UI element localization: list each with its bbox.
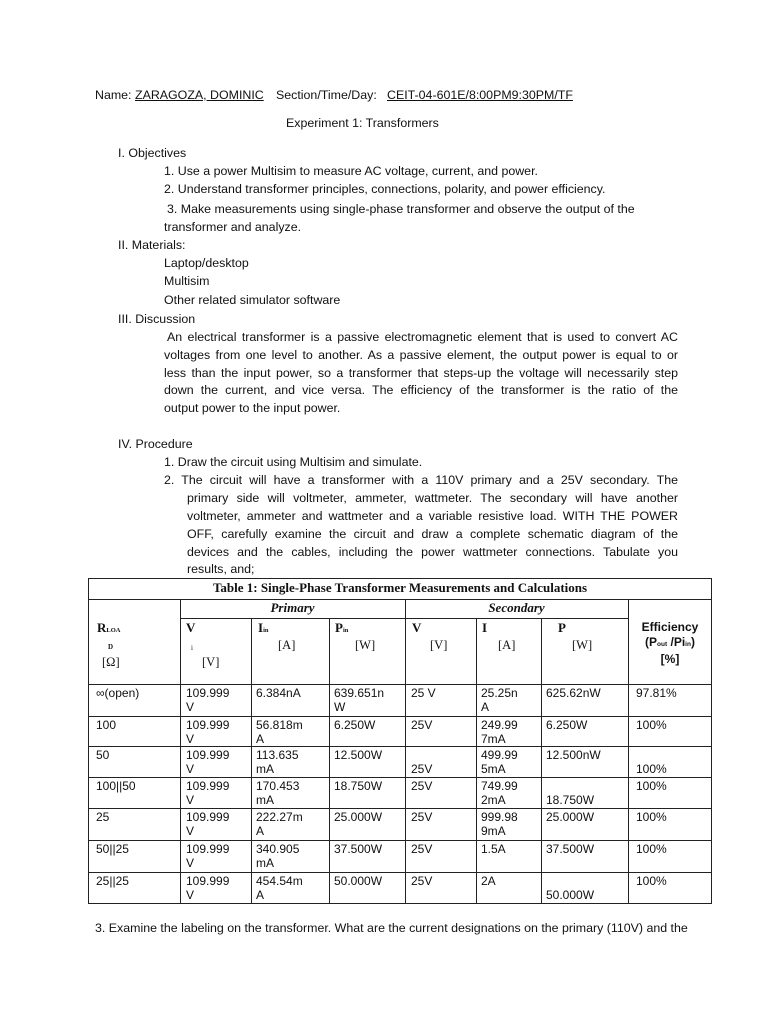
cell-iin: 222.27m	[256, 810, 303, 824]
procedure-heading: IV. Procedure	[118, 437, 193, 451]
procedure-step-line: devices and the cables, including the power wattmeter connections. Tabulate you	[187, 545, 678, 559]
procedure-step-line: primary side will voltmeter, ammeter, wattmeter. The secondary will have another	[187, 491, 678, 505]
column-header-text: Efficiency	[641, 620, 699, 634]
cell-i2: 249.99	[481, 718, 518, 732]
cell-vi: 109.999	[186, 718, 230, 732]
cell-vi: 109.999	[186, 874, 230, 888]
column-header-v2: V	[412, 620, 422, 635]
cell-i2: 7mA	[481, 732, 506, 746]
formula-subscript: out	[657, 641, 668, 648]
cell-iin: mA	[256, 856, 274, 870]
material-item: Laptop/desktop	[164, 256, 249, 270]
column-header-text: P	[335, 620, 343, 635]
materials-heading: II. Materials:	[118, 238, 186, 252]
cell-pin: 25.000W	[334, 810, 383, 824]
cell-i2: A	[481, 700, 490, 714]
table-caption: Table 1: Single-Phase Transformer Measurements and Calculations	[212, 580, 588, 595]
cell-iin: 56.818m	[256, 718, 303, 732]
column-header-subscript: in	[263, 627, 269, 634]
cell-pin: 6.250W	[334, 718, 376, 732]
cell-iin: 113.635	[256, 748, 299, 762]
cell-p2: 625.62nW	[546, 686, 601, 700]
section-label: Section/Time/Day:	[276, 88, 377, 102]
cell-v2: 25V	[411, 874, 433, 888]
cell-i2: 2mA	[481, 793, 506, 807]
procedure-step-line: 2. The circuit will have a transformer with a 110V primary and a 25V secondary. The	[164, 473, 678, 487]
cell-p2: 37.500W	[546, 842, 595, 856]
cell-rload: 25||25	[96, 874, 129, 888]
cell-p2: 25.000W	[546, 810, 595, 824]
group-header-primary: Primary	[270, 600, 315, 615]
column-header-rload	[97, 621, 120, 638]
table-grid	[88, 578, 712, 904]
column-header-subscript: LOA	[106, 627, 121, 634]
cell-p2: 12.500nW	[546, 748, 601, 762]
cell-iin: 170.453	[256, 779, 300, 793]
cell-efficiency: 100%	[636, 718, 667, 732]
cell-iin: mA	[256, 793, 274, 807]
cell-efficiency: 100%	[636, 842, 667, 856]
cell-pin: 18.750W	[334, 779, 383, 793]
cell-p2: 6.250W	[546, 718, 588, 732]
cell-pin: 12.500W	[334, 748, 383, 762]
cell-vi: V	[186, 732, 195, 746]
column-header-vi: V	[186, 620, 196, 635]
name-value: ZARAGOZA, DOMINIC	[135, 88, 264, 102]
objective-item: 1. Use a power Multisim to measure AC voltage, current, and power.	[164, 164, 538, 178]
column-header-unit: [W]	[355, 638, 376, 652]
group-header-secondary: Secondary	[488, 600, 545, 615]
cell-pin: 50.000W	[334, 874, 383, 888]
cell-v2: 25V	[411, 779, 433, 793]
column-header-pin	[335, 621, 348, 638]
cell-iin: A	[256, 888, 265, 902]
cell-v2: 25V	[411, 718, 433, 732]
column-header-subscript: D	[108, 643, 114, 651]
column-header-efficiency	[628, 620, 712, 667]
cell-rload: 100||50	[96, 779, 136, 793]
formula-part: /Pi	[667, 635, 686, 649]
measurements-table	[88, 578, 712, 904]
cell-v2: 25V	[411, 762, 433, 776]
name-label: Name:	[95, 88, 132, 102]
cell-iin: A	[256, 824, 265, 838]
cell-vi: V	[186, 888, 195, 902]
cell-rload: 50||25	[96, 842, 129, 856]
cell-v2: 25V	[411, 810, 433, 824]
discussion-heading: III. Discussion	[118, 312, 196, 326]
objectives-heading: I. Objectives	[118, 146, 187, 160]
cell-i2: 1.5A	[481, 842, 506, 856]
procedure-step-line: voltmeter, ammeter and wattmeter and a variable resistive load. WITH THE POWER	[187, 509, 678, 523]
cell-p2: 50.000W	[546, 888, 595, 902]
cell-iin: 6.384nA	[256, 686, 301, 700]
column-header-p2: P	[558, 620, 566, 635]
cell-efficiency: 100%	[636, 810, 667, 824]
cell-vi: V	[186, 824, 195, 838]
cell-efficiency: 100%	[636, 762, 667, 776]
cell-vi: 109.999	[186, 810, 230, 824]
cell-rload: 50	[96, 748, 110, 762]
discussion-line: less than the input power, so a transformer that steps-up the voltage will necessarily step	[164, 366, 678, 380]
cell-pin: 37.500W	[334, 842, 383, 856]
cell-iin: mA	[256, 762, 274, 776]
cell-efficiency: 97.81%	[636, 686, 677, 700]
column-header-unit: [V]	[202, 655, 220, 669]
cell-i2: 749.99	[481, 779, 518, 793]
discussion-line: An electrical transformer is a passive electromagnetic element that is used to convert AC	[167, 330, 678, 344]
cell-vi: 109.999	[186, 748, 230, 762]
cell-vi: 109.999	[186, 842, 230, 856]
cell-i2: 499.99	[481, 748, 518, 762]
section-value: CEIT-04-601E/8:00PM9:30PM/TF	[387, 88, 573, 102]
cell-rload: ∞(open)	[96, 686, 140, 700]
discussion-line-last: output power to the input power.	[164, 401, 341, 415]
column-header-unit: [Ω]	[102, 655, 120, 669]
discussion-line: voltages from one level to another. As a passive element, the output power is equal to or	[164, 348, 678, 362]
procedure-step-line-last: results, and;	[187, 562, 255, 576]
objective-item: 2. Understand transformer principles, connections, polarity, and power efficiency.	[164, 182, 606, 196]
formula-part: (P	[645, 635, 658, 649]
column-header-unit: [W]	[572, 638, 593, 652]
cell-i2: 9mA	[481, 824, 506, 838]
cell-iin: A	[256, 732, 265, 746]
column-header-formula	[628, 635, 712, 652]
objective-item: 3. Make measurements using single-phase transformer and observe the output of the	[167, 202, 635, 216]
cell-pin: 639.651n	[334, 686, 385, 700]
cell-vi: V	[186, 793, 195, 807]
column-header-text: I	[258, 620, 264, 635]
procedure-step-line: OFF, carefully examine the circuit and draw a complete schematic diagram of the	[187, 527, 678, 541]
formula-subscript: in	[685, 641, 691, 648]
formula-part: )	[690, 635, 695, 649]
discussion-line: down the current, and vice versa. The efficiency of the transformer is the ratio of the	[164, 383, 678, 397]
cell-v2: 25V	[411, 842, 433, 856]
page-title: Experiment 1: Transformers	[286, 116, 439, 130]
cell-efficiency: 100%	[636, 874, 667, 888]
column-header-unit: [A]	[278, 638, 296, 652]
cell-v2: 25 V	[411, 686, 436, 700]
material-item: Other related simulator software	[164, 293, 341, 307]
cell-vi: 109.999	[186, 779, 230, 793]
column-header-iin	[258, 621, 268, 638]
column-header-text: R	[97, 620, 107, 635]
cell-iin: 454.54m	[256, 874, 303, 888]
cell-vi: V	[186, 856, 195, 870]
column-header-unit: [%]	[660, 652, 680, 666]
cell-i2: 999.98	[481, 810, 518, 824]
cell-vi: V	[186, 700, 195, 714]
cell-iin: 340.905	[256, 842, 300, 856]
cell-p2: 18.750W	[546, 793, 595, 807]
cell-vi: 109.999	[186, 686, 230, 700]
material-item: Multisim	[164, 274, 210, 288]
cell-rload: 100	[96, 718, 117, 732]
column-header-subscript: in	[342, 627, 349, 634]
column-header-unit: [V]	[430, 638, 448, 652]
cell-efficiency: 100%	[636, 779, 667, 793]
cell-i2: 25.25n	[481, 686, 518, 700]
procedure-step: 1. Draw the circuit using Multisim and simulate.	[164, 455, 423, 469]
cell-rload: 25	[96, 810, 110, 824]
column-header-subscript: i	[191, 644, 193, 652]
column-header-i2: I	[482, 620, 488, 635]
cell-i2: 2A	[481, 874, 496, 888]
question-text: 3. Examine the labeling on the transformer. What are the current designations on the primary (110V) and the	[95, 921, 688, 935]
cell-vi: V	[186, 762, 195, 776]
cell-i2: 5mA	[481, 762, 506, 776]
column-header-unit: [A]	[498, 638, 516, 652]
cell-pin: W	[334, 700, 346, 714]
objective-item-continued: transformer and analyze.	[164, 220, 302, 234]
